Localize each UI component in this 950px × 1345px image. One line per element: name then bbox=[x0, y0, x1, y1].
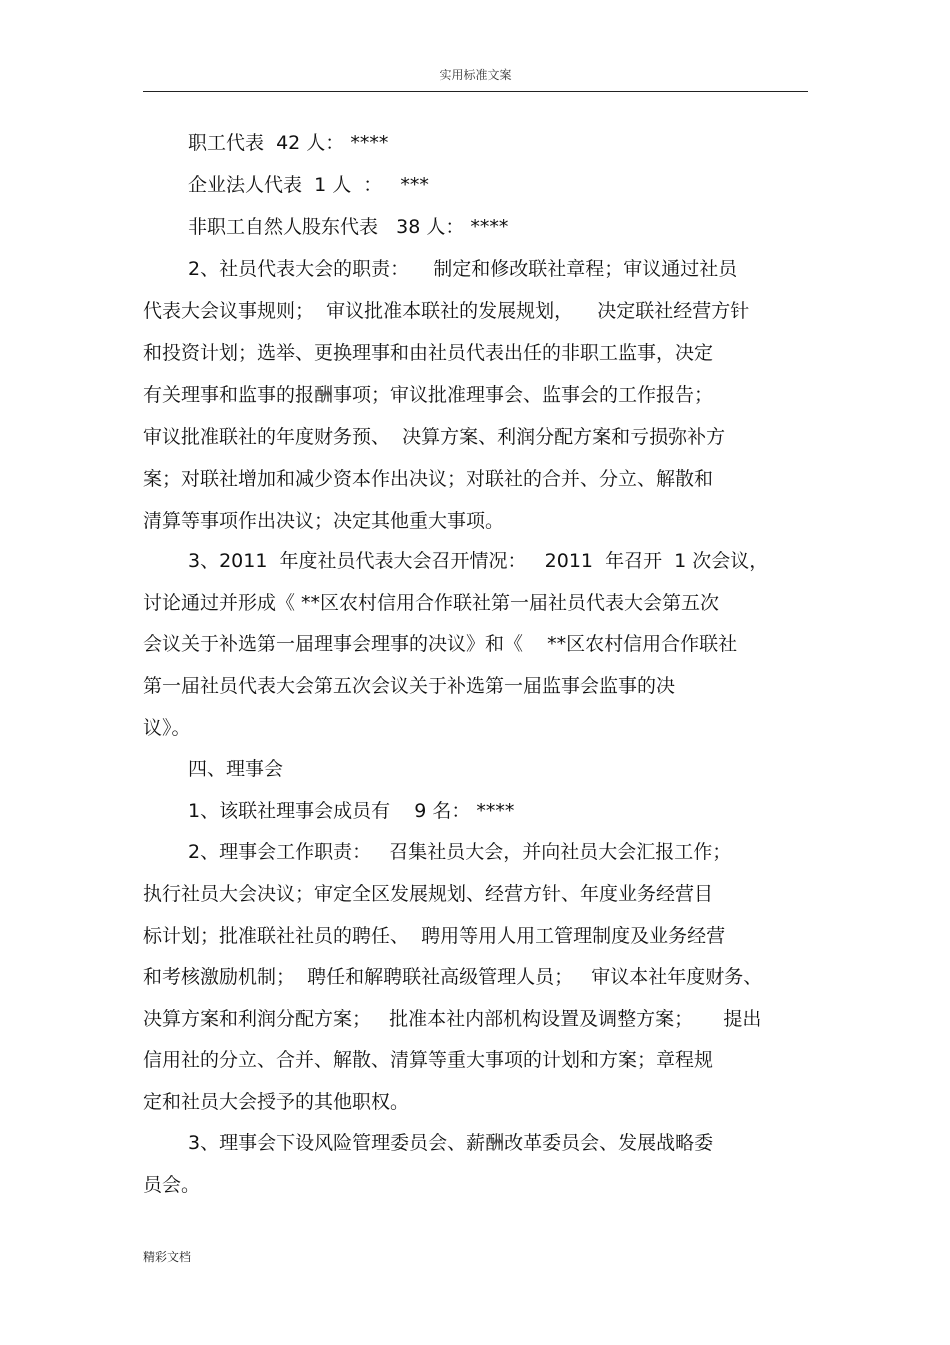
text-line: 议》。 bbox=[143, 717, 191, 739]
text-line: 代表大会议事规则； 审议批准本联社的发展规划， 决定联社经营方针 bbox=[143, 300, 750, 322]
text-line: 1、该联社理事会成员有 9 名： **** bbox=[188, 800, 515, 822]
section-heading: 四、理事会 bbox=[188, 758, 284, 780]
page-header: 实用标准文案 bbox=[439, 68, 512, 82]
text-line: 定和社员大会授予的其他职权。 bbox=[143, 1091, 410, 1113]
text-line: 非职工自然人股东代表 38 人： **** bbox=[188, 216, 509, 238]
text-line: 和投资计划；选举、更换理事和由社员代表出任的非职工监事，决定 bbox=[143, 342, 714, 364]
text-line: 案；对联社增加和减少资本作出决议；对联社的合并、分立、解散和 bbox=[143, 468, 714, 490]
text-line: 决算方案和利润分配方案； 批准本社内部机构设置及调整方案； 提出 bbox=[143, 1008, 762, 1030]
header-divider bbox=[143, 91, 808, 92]
text-line: 讨论通过并形成《 **区农村信用合作联社第一届社员代表大会第五次 bbox=[143, 592, 720, 614]
text-line: 第一届社员代表大会第五次会议关于补选第一届监事会监事的决 bbox=[143, 675, 676, 697]
text-line: 信用社的分立、合并、解散、清算等重大事项的计划和方案；章程规 bbox=[143, 1049, 714, 1071]
text-line: 有关理事和监事的报酬事项；审议批准理事会、监事会的工作报告； bbox=[143, 384, 714, 406]
text-line: 企业法人代表 1 人 ： *** bbox=[188, 174, 429, 196]
page-footer: 精彩文档 bbox=[143, 1250, 192, 1264]
text-line: 标计划；批准联社社员的聘任、 聘用等用人用工管理制度及业务经营 bbox=[143, 925, 726, 947]
text-line: 职工代表 42 人： **** bbox=[188, 132, 389, 154]
text-line: 和考核激励机制； 聘任和解聘联社高级管理人员； 审议本社年度财务、 bbox=[143, 966, 763, 988]
text-line: 执行社员大会决议；审定全区发展规划、经营方针、年度业务经营目 bbox=[143, 883, 714, 905]
text-line: 2、社员代表大会的职责： 制定和修改联社章程；审议通过社员 bbox=[188, 258, 738, 280]
text-line: 3、2011 年度社员代表大会召开情况： 2011 年召开 1 次会议， bbox=[188, 550, 769, 572]
text-line: 3、理事会下设风险管理委员会、薪酬改革委员会、发展战略委 bbox=[188, 1132, 714, 1154]
text-line: 员会。 bbox=[143, 1174, 201, 1196]
text-line: 清算等事项作出决议；决定其他重大事项。 bbox=[143, 510, 505, 532]
text-line: 审议批准联社的年度财务预、 决算方案、利润分配方案和亏损弥补方 bbox=[143, 426, 726, 448]
text-line: 会议关于补选第一届理事会理事的决议》和《 **区农村信用合作联社 bbox=[143, 633, 738, 655]
text-line: 2、理事会工作职责： 召集社员大会，并向社员大会汇报工作； bbox=[188, 841, 732, 863]
